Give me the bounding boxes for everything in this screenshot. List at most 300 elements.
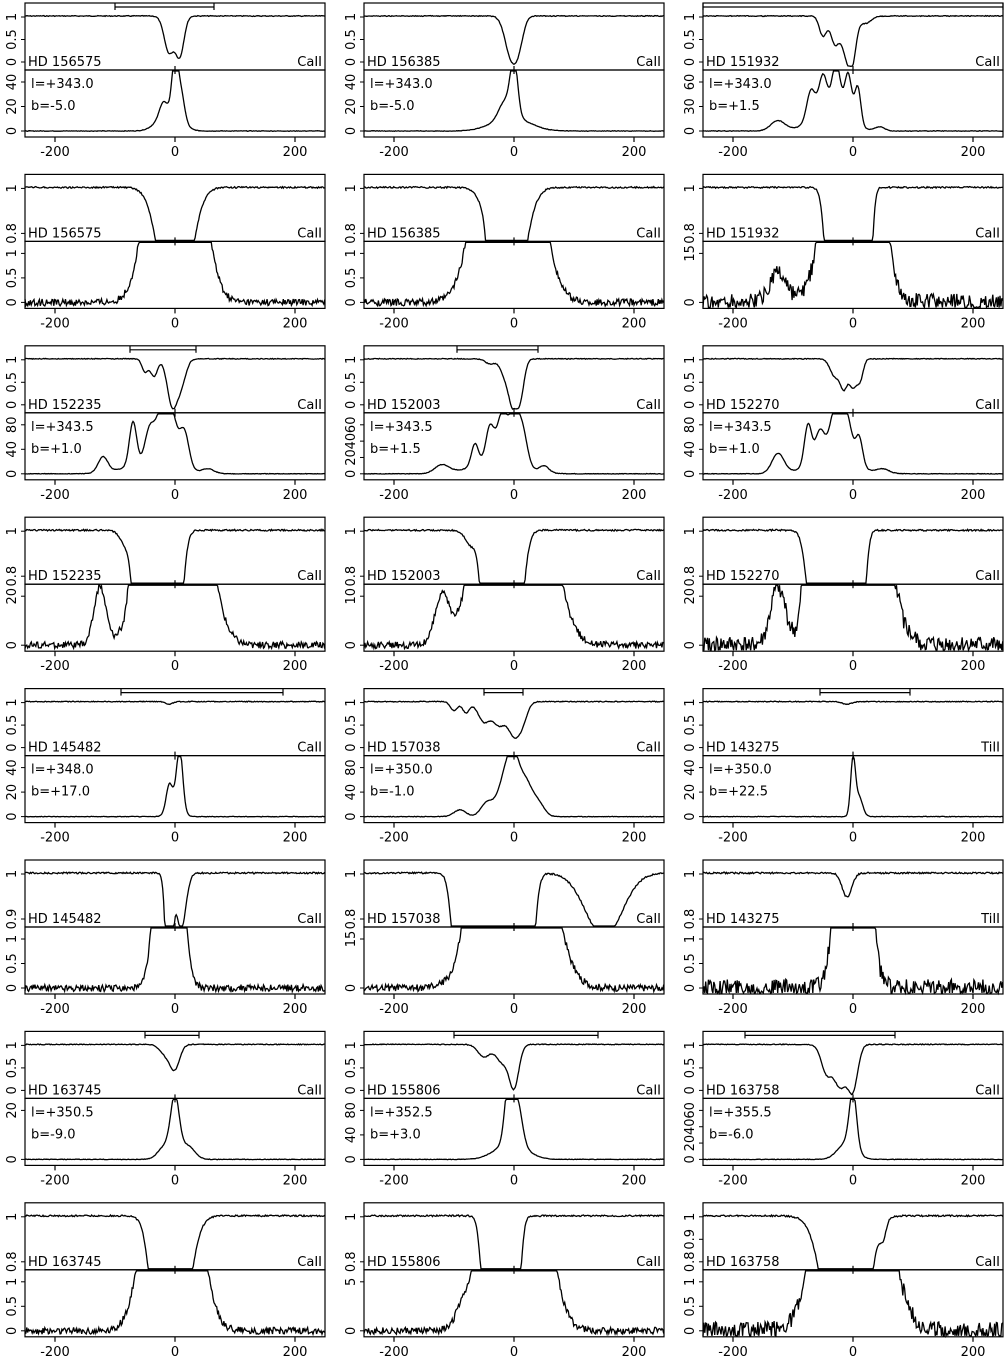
galactic-longitude-label: l=+343.5 bbox=[31, 419, 94, 435]
y-tick-label-top: 0.5 bbox=[344, 1057, 359, 1079]
galactic-longitude-label: l=+348.0 bbox=[31, 762, 94, 778]
panel-frame-bottom bbox=[25, 584, 325, 651]
y-tick-label-top: 0 bbox=[5, 743, 20, 752]
y-tick-label-top: 0.5 bbox=[5, 29, 20, 50]
star-name-label: HD 152270 bbox=[706, 397, 780, 413]
galactic-longitude-label: l=+350.0 bbox=[709, 762, 772, 778]
y-tick-label-bottom: 0 bbox=[344, 126, 359, 136]
y-tick-label-bottom: 0.5 bbox=[5, 267, 20, 289]
emission-profile-line bbox=[25, 928, 325, 992]
y-tick-label-top: 0.5 bbox=[344, 714, 359, 736]
emission-profile-line bbox=[364, 928, 664, 991]
x-tick-label: -200 bbox=[379, 1002, 409, 1017]
y-tick-label-bottom: 40 bbox=[683, 759, 698, 776]
y-tick-label-top: 1 bbox=[344, 1212, 359, 1221]
x-tick-label: 200 bbox=[621, 145, 647, 160]
x-tick-label: 200 bbox=[621, 316, 647, 332]
y-tick-label-bottom: 20 bbox=[5, 587, 20, 605]
x-tick-label: 0 bbox=[509, 145, 519, 160]
y-tick-label-bottom: 40 bbox=[344, 73, 359, 91]
y-tick-label-bottom: 0 bbox=[683, 1326, 698, 1335]
y-tick-label-top: 1 bbox=[344, 12, 359, 22]
x-tick-label: 0 bbox=[509, 1002, 519, 1017]
y-tick-label-bottom: 1 bbox=[344, 249, 359, 258]
absorption-profile-line bbox=[364, 701, 664, 738]
y-tick-label-top: 0.5 bbox=[344, 29, 359, 50]
ion-label: CaII bbox=[975, 569, 1000, 585]
x-tick-label: 0 bbox=[170, 1344, 180, 1360]
x-tick-label: 200 bbox=[621, 1344, 647, 1360]
y-tick-label-bottom: 30 bbox=[683, 98, 698, 115]
ion-label: CaII bbox=[297, 397, 322, 413]
emission-profile-line bbox=[364, 1271, 664, 1334]
y-tick-label-top: 0.8 bbox=[5, 223, 20, 244]
y-tick-label-top: 0.8 bbox=[683, 1251, 698, 1273]
ion-label: CaII bbox=[297, 912, 322, 927]
emission-profile-line bbox=[703, 242, 1003, 307]
y-tick-label-bottom: 0 bbox=[5, 469, 20, 478]
y-tick-label-bottom: 0.5 bbox=[683, 953, 698, 974]
y-tick-label-bottom: 1 bbox=[5, 249, 20, 258]
ion-label: CaII bbox=[636, 397, 661, 413]
ion-label: CaII bbox=[297, 1254, 322, 1270]
y-tick-label-bottom: 40 bbox=[5, 441, 20, 458]
x-tick-label: 0 bbox=[509, 659, 519, 675]
star-name-label: HD 156575 bbox=[28, 226, 102, 242]
galactic-longitude-label: l=+343.0 bbox=[370, 77, 433, 92]
y-tick-label-top: 1 bbox=[5, 698, 20, 707]
y-tick-label-top: 0.9 bbox=[5, 908, 20, 930]
absorption-profile-line bbox=[703, 872, 1003, 897]
y-tick-label-top: 1 bbox=[5, 355, 20, 364]
galactic-longitude-label: l=+343.5 bbox=[370, 419, 433, 435]
y-tick-label-bottom: 15 bbox=[344, 930, 359, 948]
x-tick-label: 0 bbox=[848, 1173, 858, 1189]
galactic-longitude-label: l=+355.5 bbox=[709, 1105, 772, 1121]
y-tick-label-bottom: 5 bbox=[344, 1277, 359, 1286]
y-tick-label-top: 0.8 bbox=[5, 1251, 20, 1273]
galactic-latitude-label: b=+22.5 bbox=[709, 784, 768, 800]
x-tick-label: -200 bbox=[718, 1344, 748, 1360]
y-tick-label-top: 1 bbox=[344, 1041, 359, 1050]
x-tick-label: 0 bbox=[170, 659, 180, 675]
y-tick-label-bottom: 80 bbox=[683, 416, 698, 434]
x-tick-label: -200 bbox=[718, 1002, 748, 1017]
y-tick-label-top: 1 bbox=[5, 12, 20, 22]
y-tick-label-bottom: 0 bbox=[683, 126, 698, 136]
y-tick-label-bottom: 60 bbox=[683, 73, 698, 91]
star-name-label: HD 163745 bbox=[28, 1083, 102, 1099]
x-tick-label: 0 bbox=[848, 1344, 858, 1360]
ion-label: CaII bbox=[636, 226, 661, 242]
y-tick-label-bottom: 0.5 bbox=[683, 1295, 698, 1317]
y-tick-label-bottom: 40 bbox=[683, 441, 698, 458]
x-tick-label: -200 bbox=[718, 316, 748, 332]
y-tick-label-bottom: 40 bbox=[344, 432, 359, 450]
y-tick-label-top: 1 bbox=[683, 527, 698, 536]
y-tick-label-top: 0.8 bbox=[344, 223, 359, 244]
galactic-latitude-label: b=+1.0 bbox=[31, 441, 82, 457]
y-tick-label-top: 1 bbox=[683, 355, 698, 364]
y-tick-label-bottom: 0 bbox=[5, 1326, 20, 1335]
galactic-longitude-label: l=+352.5 bbox=[370, 1105, 433, 1121]
star-name-label: HD 156575 bbox=[28, 55, 102, 70]
y-tick-label-bottom: 0 bbox=[5, 1155, 20, 1164]
ion-label: CaII bbox=[297, 55, 322, 70]
y-tick-label-bottom: 80 bbox=[344, 1102, 359, 1119]
galactic-latitude-label: b=-6.0 bbox=[709, 1127, 754, 1143]
x-tick-label: 200 bbox=[960, 1002, 986, 1017]
y-tick-label-top: 0.5 bbox=[5, 714, 20, 736]
x-tick-label: -200 bbox=[379, 487, 409, 503]
y-tick-label-top: 1 bbox=[5, 1041, 20, 1050]
x-tick-label: 0 bbox=[509, 316, 519, 332]
ion-label: CaII bbox=[297, 1083, 322, 1099]
x-tick-label: 200 bbox=[960, 830, 986, 846]
y-tick-label-top: 1 bbox=[683, 12, 698, 22]
x-tick-label: -200 bbox=[379, 145, 409, 160]
x-tick-label: -200 bbox=[379, 1344, 409, 1360]
absorption-profile-line bbox=[25, 1044, 325, 1071]
y-tick-label-top: 1 bbox=[683, 1041, 698, 1050]
ion-label: CaII bbox=[636, 1254, 661, 1270]
ion-label: CaII bbox=[975, 226, 1000, 242]
y-tick-label-top: 0 bbox=[683, 1086, 698, 1095]
ion-label: CaII bbox=[975, 1083, 1000, 1099]
x-tick-label: 200 bbox=[282, 1002, 308, 1017]
x-tick-label: -200 bbox=[379, 659, 409, 675]
y-tick-label-top: 1 bbox=[5, 869, 20, 879]
y-tick-label-top: 1 bbox=[683, 869, 698, 879]
absorption-profile-line bbox=[25, 701, 325, 704]
y-tick-label-top: 0.5 bbox=[344, 371, 359, 393]
x-tick-label: 200 bbox=[282, 659, 308, 675]
absorption-profile-line bbox=[703, 358, 1003, 390]
ion-label: CaII bbox=[636, 1083, 661, 1099]
galactic-latitude-label: b=+3.0 bbox=[370, 1127, 421, 1143]
x-tick-label: 200 bbox=[621, 1173, 647, 1189]
galactic-longitude-label: l=+350.0 bbox=[370, 762, 433, 778]
y-tick-label-bottom: 0.5 bbox=[5, 1295, 20, 1317]
y-tick-label-top: 1 bbox=[5, 184, 20, 193]
x-tick-label: 0 bbox=[170, 316, 180, 332]
absorption-profile-line bbox=[25, 16, 325, 59]
y-tick-label-top: 1 bbox=[344, 527, 359, 536]
ion-label: CaII bbox=[297, 226, 322, 242]
ion-label: CaII bbox=[975, 55, 1000, 70]
star-name-label: HD 151932 bbox=[706, 226, 780, 242]
y-tick-label-top: 0.8 bbox=[683, 223, 698, 244]
y-tick-label-top: 0.5 bbox=[5, 371, 20, 393]
y-tick-label-top: 0.8 bbox=[5, 565, 20, 587]
ion-label: TiII bbox=[981, 912, 1000, 927]
y-tick-label-bottom: 0 bbox=[683, 983, 698, 993]
galactic-latitude-label: b=-9.0 bbox=[31, 1127, 76, 1143]
x-tick-label: 0 bbox=[170, 487, 180, 503]
x-tick-label: -200 bbox=[40, 659, 70, 675]
y-tick-label-top: 0.8 bbox=[344, 565, 359, 587]
y-tick-label-bottom: 0 bbox=[5, 126, 20, 136]
x-tick-label: 200 bbox=[960, 487, 986, 503]
star-name-label: HD 163758 bbox=[706, 1254, 780, 1270]
y-tick-label-bottom: 60 bbox=[683, 1102, 698, 1119]
x-tick-label: 0 bbox=[170, 1173, 180, 1189]
y-tick-label-top: 0 bbox=[344, 1086, 359, 1095]
y-tick-label-top: 1 bbox=[5, 1212, 20, 1221]
y-tick-label-top: 0 bbox=[344, 400, 359, 409]
y-tick-label-top: 1 bbox=[5, 527, 20, 536]
ion-label: CaII bbox=[297, 569, 322, 585]
y-tick-label-bottom: 20 bbox=[5, 98, 20, 115]
y-tick-label-bottom: 40 bbox=[5, 759, 20, 776]
ion-label: CaII bbox=[636, 912, 661, 927]
x-tick-label: -200 bbox=[379, 1173, 409, 1189]
emission-profile-line bbox=[703, 585, 1003, 650]
y-tick-label-top: 0 bbox=[683, 57, 698, 67]
y-tick-label-bottom: 15 bbox=[683, 245, 698, 262]
y-tick-label-top: 0 bbox=[5, 1086, 20, 1095]
x-tick-label: 0 bbox=[509, 487, 519, 503]
y-tick-label-bottom: 0 bbox=[344, 1155, 359, 1164]
emission-profile-line bbox=[364, 242, 664, 306]
star-name-label: HD 145482 bbox=[28, 912, 102, 927]
x-tick-label: -200 bbox=[379, 830, 409, 846]
x-tick-label: 200 bbox=[282, 145, 308, 160]
star-name-label: HD 163745 bbox=[28, 1254, 102, 1270]
star-name-label: HD 163758 bbox=[706, 1083, 780, 1099]
x-tick-label: -200 bbox=[718, 145, 748, 160]
x-tick-label: 0 bbox=[848, 316, 858, 332]
y-tick-label-bottom: 40 bbox=[683, 1118, 698, 1136]
y-tick-label-top: 0.8 bbox=[344, 908, 359, 930]
y-tick-label-bottom: 0 bbox=[683, 812, 698, 821]
star-name-label: HD 156385 bbox=[367, 55, 441, 70]
y-tick-label-bottom: 20 bbox=[344, 449, 359, 466]
x-tick-label: -200 bbox=[40, 830, 70, 846]
y-tick-label-bottom: 40 bbox=[344, 783, 359, 801]
galactic-latitude-label: b=+1.0 bbox=[709, 441, 760, 457]
y-tick-label-bottom: 0 bbox=[5, 983, 20, 993]
y-tick-label-top: 1 bbox=[344, 355, 359, 364]
x-tick-label: 200 bbox=[621, 1002, 647, 1017]
x-tick-label: 200 bbox=[960, 1173, 986, 1189]
y-tick-label-top: 1 bbox=[344, 869, 359, 879]
y-tick-label-top: 0 bbox=[683, 400, 698, 409]
galactic-latitude-label: b=+1.5 bbox=[709, 99, 760, 114]
star-name-label: HD 157038 bbox=[367, 912, 441, 927]
x-tick-label: -200 bbox=[40, 1002, 70, 1017]
emission-profile-line bbox=[703, 1271, 1003, 1336]
x-tick-label: -200 bbox=[40, 145, 70, 160]
galactic-longitude-label: l=+350.5 bbox=[31, 1105, 94, 1121]
x-tick-label: 200 bbox=[282, 830, 308, 846]
y-tick-label-top: 0.5 bbox=[683, 29, 698, 50]
ion-label: TiII bbox=[981, 740, 1000, 756]
y-tick-label-bottom: 20 bbox=[5, 783, 20, 801]
panel-frame-bottom bbox=[25, 927, 325, 994]
y-tick-label-top: 1 bbox=[683, 1212, 698, 1221]
y-tick-label-top: 0.5 bbox=[5, 1057, 20, 1079]
y-tick-label-bottom: 0 bbox=[683, 469, 698, 478]
y-tick-label-top: 0 bbox=[344, 743, 359, 752]
y-tick-label-bottom: 0 bbox=[344, 641, 359, 650]
galactic-latitude-label: b=-1.0 bbox=[370, 784, 415, 800]
x-tick-label: 0 bbox=[848, 487, 858, 503]
y-tick-label-bottom: 0.5 bbox=[344, 267, 359, 289]
y-tick-label-top: 0.5 bbox=[683, 371, 698, 393]
y-tick-label-top: 1 bbox=[344, 698, 359, 707]
ion-label: CaII bbox=[975, 1254, 1000, 1270]
galactic-longitude-label: l=+343.5 bbox=[709, 419, 772, 435]
ion-label: CaII bbox=[297, 740, 322, 756]
x-tick-label: -200 bbox=[40, 1344, 70, 1360]
y-tick-label-bottom: 0.5 bbox=[5, 953, 20, 974]
star-name-label: HD 155806 bbox=[367, 1083, 441, 1099]
panel-frame-bottom bbox=[364, 927, 664, 994]
star-name-label: HD 155806 bbox=[367, 1254, 441, 1270]
y-tick-label-top: 0.5 bbox=[683, 714, 698, 736]
y-tick-label-bottom: 0 bbox=[5, 812, 20, 821]
y-tick-label-bottom: 0 bbox=[344, 1326, 359, 1335]
y-tick-label-bottom: 80 bbox=[5, 416, 20, 434]
y-tick-label-bottom: 20 bbox=[683, 783, 698, 801]
y-tick-label-bottom: 0 bbox=[683, 641, 698, 650]
x-tick-label: 0 bbox=[509, 1344, 519, 1360]
x-tick-label: -200 bbox=[718, 487, 748, 503]
panel-frame-bottom bbox=[703, 927, 1003, 994]
y-tick-label-bottom: 0 bbox=[683, 1155, 698, 1164]
x-tick-label: 200 bbox=[282, 1173, 308, 1189]
x-tick-label: 0 bbox=[848, 659, 858, 675]
x-tick-label: 200 bbox=[621, 659, 647, 675]
x-tick-label: -200 bbox=[718, 1173, 748, 1189]
star-name-label: HD 152003 bbox=[367, 397, 441, 413]
y-tick-label-top: 0 bbox=[5, 400, 20, 409]
x-tick-label: 0 bbox=[509, 830, 519, 846]
y-tick-label-bottom: 0 bbox=[683, 298, 698, 307]
x-tick-label: 200 bbox=[282, 316, 308, 332]
star-name-label: HD 151932 bbox=[706, 55, 780, 70]
y-tick-label-bottom: 40 bbox=[5, 73, 20, 91]
y-tick-label-bottom: 1 bbox=[683, 1277, 698, 1286]
galactic-longitude-label: l=+343.0 bbox=[709, 77, 772, 92]
emission-profile-line bbox=[25, 585, 325, 648]
y-tick-label-bottom: 20 bbox=[5, 1102, 20, 1119]
star-name-label: HD 152235 bbox=[28, 569, 102, 585]
x-tick-label: 200 bbox=[960, 659, 986, 675]
star-name-label: HD 157038 bbox=[367, 740, 441, 756]
panel-frame-bottom bbox=[25, 241, 325, 308]
ion-label: CaII bbox=[636, 740, 661, 756]
y-tick-label-bottom: 0 bbox=[5, 298, 20, 307]
y-tick-label-top: 0 bbox=[683, 743, 698, 752]
x-tick-label: 200 bbox=[621, 487, 647, 503]
y-tick-label-bottom: 1 bbox=[5, 934, 20, 944]
y-tick-label-bottom: 1 bbox=[5, 1277, 20, 1286]
panel-frame-bottom bbox=[703, 584, 1003, 651]
y-tick-label-top: 0 bbox=[344, 57, 359, 67]
x-tick-label: 0 bbox=[170, 1002, 180, 1017]
galactic-longitude-label: l=+343.0 bbox=[31, 77, 94, 92]
x-tick-label: -200 bbox=[718, 659, 748, 675]
x-tick-label: -200 bbox=[379, 316, 409, 332]
y-tick-label-top: 0.8 bbox=[683, 908, 698, 930]
panel-frame-bottom bbox=[703, 241, 1003, 308]
emission-profile-line bbox=[25, 242, 325, 306]
y-tick-label-bottom: 1 bbox=[683, 934, 698, 944]
y-tick-label-top: 0 bbox=[5, 57, 20, 67]
x-tick-label: 200 bbox=[282, 1344, 308, 1360]
star-name-label: HD 145482 bbox=[28, 740, 102, 756]
x-tick-label: 200 bbox=[960, 1344, 986, 1360]
emission-profile-line bbox=[703, 928, 1003, 993]
ion-label: CaII bbox=[636, 55, 661, 70]
star-name-label: HD 152270 bbox=[706, 569, 780, 585]
y-tick-label-top: 1 bbox=[344, 184, 359, 193]
y-tick-label-bottom: 10 bbox=[344, 587, 359, 605]
y-tick-label-top: 1 bbox=[683, 698, 698, 707]
y-tick-label-bottom: 0 bbox=[344, 812, 359, 821]
panel-frame-bottom bbox=[364, 1270, 664, 1337]
star-name-label: HD 152235 bbox=[28, 397, 102, 413]
x-tick-label: 200 bbox=[282, 487, 308, 503]
x-tick-label: 200 bbox=[960, 316, 986, 332]
star-name-label: HD 143275 bbox=[706, 740, 780, 756]
x-tick-label: 0 bbox=[848, 1002, 858, 1017]
y-tick-label-bottom: 20 bbox=[683, 1134, 698, 1152]
galactic-latitude-label: b=-5.0 bbox=[31, 99, 76, 114]
y-tick-label-bottom: 40 bbox=[344, 1126, 359, 1144]
x-tick-label: 0 bbox=[170, 145, 180, 160]
y-tick-label-bottom: 0 bbox=[5, 641, 20, 650]
galactic-latitude-label: b=-5.0 bbox=[370, 99, 415, 114]
y-tick-label-top: 1 bbox=[683, 184, 698, 193]
panel-frame-bottom bbox=[364, 584, 664, 651]
star-name-label: HD 156385 bbox=[367, 226, 441, 242]
x-tick-label: 0 bbox=[848, 830, 858, 846]
star-name-label: HD 152003 bbox=[367, 569, 441, 585]
x-tick-label: -200 bbox=[40, 487, 70, 503]
x-tick-label: -200 bbox=[40, 1173, 70, 1189]
galactic-latitude-label: b=+17.0 bbox=[31, 784, 90, 800]
y-tick-label-top: 0.5 bbox=[683, 1057, 698, 1079]
emission-profile-line bbox=[25, 1271, 325, 1335]
absorption-profile-line bbox=[703, 701, 1003, 704]
star-name-label: HD 143275 bbox=[706, 912, 780, 927]
ion-label: CaII bbox=[975, 397, 1000, 413]
y-tick-label-top: 0.8 bbox=[683, 565, 698, 587]
x-tick-label: -200 bbox=[718, 830, 748, 846]
y-tick-label-bottom: 0 bbox=[344, 983, 359, 993]
y-tick-label-top: 0.9 bbox=[683, 1228, 698, 1250]
y-tick-label-bottom: 20 bbox=[344, 98, 359, 115]
y-tick-label-bottom: 60 bbox=[344, 416, 359, 434]
panel-frame-bottom bbox=[25, 1270, 325, 1337]
y-tick-label-bottom: 0 bbox=[344, 298, 359, 307]
x-tick-label: 200 bbox=[621, 830, 647, 846]
y-tick-label-bottom: 80 bbox=[344, 759, 359, 776]
galactic-latitude-label: b=+1.5 bbox=[370, 441, 421, 457]
ion-label: CaII bbox=[636, 569, 661, 585]
y-tick-label-bottom: 20 bbox=[683, 587, 698, 605]
x-tick-label: 0 bbox=[170, 830, 180, 846]
y-tick-label-bottom: 0 bbox=[344, 469, 359, 478]
x-tick-label: 0 bbox=[509, 1173, 519, 1189]
x-tick-label: 200 bbox=[960, 145, 986, 160]
x-tick-label: 0 bbox=[848, 145, 858, 160]
x-tick-label: -200 bbox=[40, 316, 70, 332]
emission-profile-line bbox=[364, 585, 664, 648]
